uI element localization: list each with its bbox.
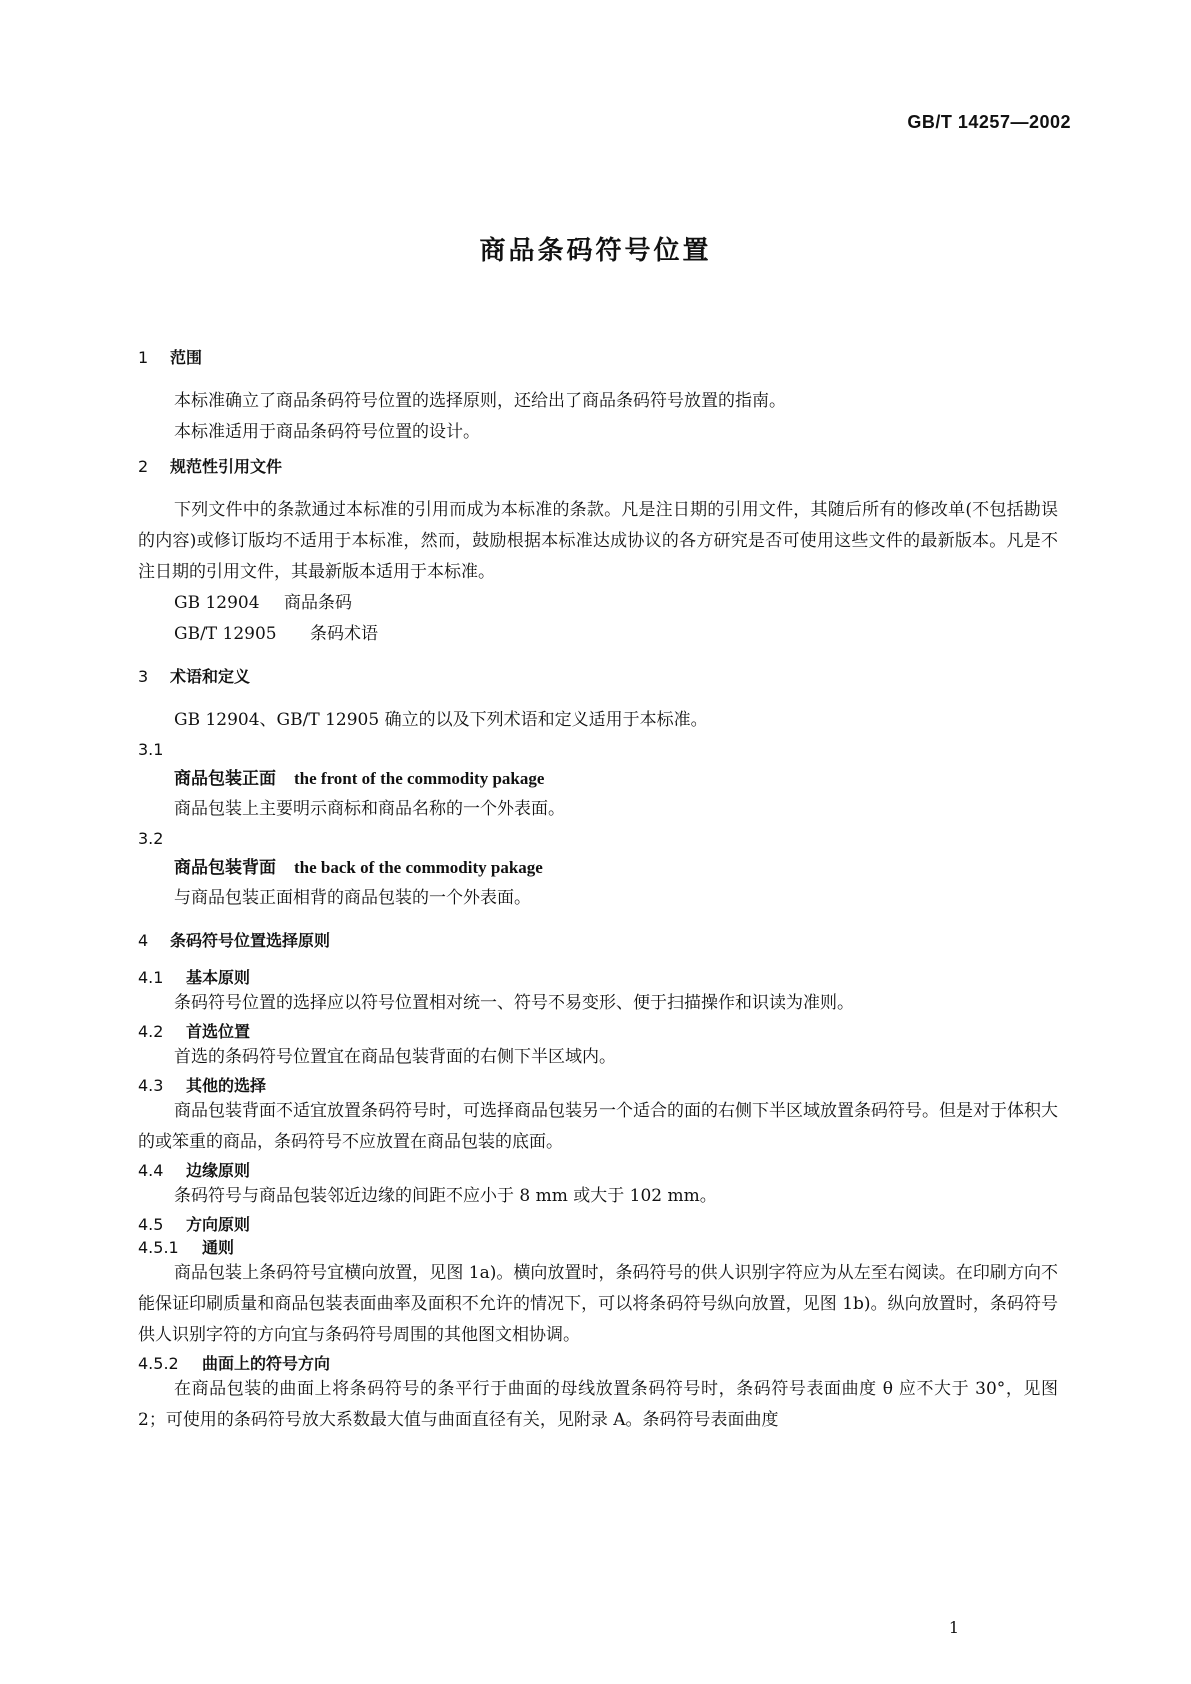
section-title: 范围: [170, 348, 203, 367]
paragraph: 本标准适用于商品条码符号位置的设计。: [174, 422, 480, 442]
subsection-number: 4.1: [138, 968, 164, 987]
subsection-4-5-2-heading: [138, 1351, 1058, 1374]
term-name-en: the back of the commodity pakage: [294, 858, 543, 877]
subsection-4-5-heading: [138, 1212, 1058, 1235]
section-number: 2: [138, 457, 149, 476]
paragraph: 商品包装上条码符号宜横向放置，见图 1a)。横向放置时，条码符号的供人识别字符应为从左至右阅读。在印刷方向不能保证印刷质量和商品包装表面曲率及面积不允许的情况下，可以将条码符号纵向放置，见图 1b)。纵向放置时，条码符号供人识别字符的方向宜与条码符号周围的其他图文相协调。: [138, 1263, 1058, 1345]
subsection-title: 其他的选择: [186, 1076, 267, 1095]
subsection-title: 基本原则: [186, 968, 251, 987]
subsection-4-5-1-heading: [138, 1235, 1058, 1258]
term-definition: 商品包装上主要明示商标和商品名称的一个外表面。: [174, 799, 565, 819]
term-name: [138, 764, 1058, 794]
term-name-cn: 商品包装背面: [174, 858, 276, 878]
paragraph: 下列文件中的条款通过本标准的引用而成为本标准的条款。凡是注日期的引用文件，其随后所有的修改单(不包括勘误的内容)或修订版均不适用于本标准，然而，鼓励根据本标准达成协议的各方研究是否可使用这些文件的最新版本。凡是不注日期的引用文件，其最新版本适用于本标准。: [138, 500, 1058, 582]
reference-item: [138, 588, 1058, 619]
section-title: 术语和定义: [170, 667, 251, 686]
paragraph: 商品包装背面不适宜放置条码符号时，可选择商品包装另一个适合的面的右侧下半区域放置条码符号。但是对于体积大的或笨重的商品，条码符号不应放置在商品包装的底面。: [138, 1101, 1058, 1152]
paragraph: 条码符号与商品包装邻近边缘的间距不应小于 8 mm 或大于 102 mm。: [174, 1186, 717, 1206]
paragraph: 条码符号位置的选择应以符号位置相对统一、符号不易变形、便于扫描操作和识读为准则。: [174, 993, 854, 1013]
standard-code: GB/T 14257—2002: [907, 112, 1071, 132]
term-number: 3.2: [138, 829, 164, 848]
subsection-4-1-heading: [138, 965, 1058, 988]
term-number: 3.1: [138, 740, 164, 759]
section-number: 1: [138, 348, 149, 367]
section-4-heading: [138, 928, 1058, 951]
section-1-heading: [138, 345, 1058, 368]
reference-item: [138, 619, 1058, 650]
section-2-heading: [138, 454, 1058, 477]
section-number: 4: [138, 931, 149, 950]
subsection-number: 4.5.1: [138, 1238, 179, 1257]
page-number: 1: [948, 1618, 959, 1637]
term-name-en: the front of the commodity pakage: [294, 769, 545, 788]
subsection-title: 边缘原则: [186, 1161, 251, 1180]
subsection-title: 方向原则: [186, 1215, 251, 1234]
section-title: 规范性引用文件: [170, 457, 283, 476]
section-title: 条码符号位置选择原则: [170, 931, 331, 950]
subsection-4-4-heading: [138, 1158, 1058, 1181]
subsection-title: 通则: [202, 1238, 235, 1257]
subsection-number: 4.3: [138, 1076, 164, 1095]
subsection-number: 4.5: [138, 1215, 164, 1234]
reference-name: 条码术语: [310, 624, 378, 644]
section-3-heading: [138, 664, 1058, 687]
subsection-number: 4.4: [138, 1161, 164, 1180]
subsection-4-2-heading: [138, 1019, 1058, 1042]
term-definition: 与商品包装正面相背的商品包装的一个外表面。: [174, 888, 531, 908]
paragraph: 在商品包装的曲面上将条码符号的条平行于曲面的母线放置条码符号时，条码符号表面曲度 θ 应不大于 30°，见图 2；可使用的条码符号放大系数最大值与曲面直径有关，见附录 A。条码符号表面曲度: [138, 1379, 1058, 1430]
subsection-title: 曲面上的符号方向: [202, 1354, 331, 1373]
paragraph: GB 12904、GB/T 12905 确立的以及下列术语和定义适用于本标准。: [174, 710, 708, 730]
subsection-4-3-heading: [138, 1073, 1058, 1096]
subsection-number: 4.5.2: [138, 1354, 179, 1373]
subsection-title: 首选位置: [186, 1022, 251, 1041]
section-number: 3: [138, 667, 149, 686]
term-name: [138, 853, 1058, 883]
term-name-cn: 商品包装正面: [174, 769, 276, 789]
paragraph: 本标准确立了商品条码符号位置的选择原则，还给出了商品条码符号放置的指南。: [174, 391, 786, 411]
document-title: 商品条码符号位置: [479, 236, 712, 266]
reference-code: GB 12904: [174, 593, 260, 613]
reference-code: GB/T 12905: [174, 624, 277, 644]
reference-name: 商品条码: [284, 593, 352, 613]
document-body: [138, 345, 1058, 1436]
paragraph: 首选的条码符号位置宜在商品包装背面的右侧下半区域内。: [174, 1047, 616, 1067]
subsection-number: 4.2: [138, 1022, 164, 1041]
